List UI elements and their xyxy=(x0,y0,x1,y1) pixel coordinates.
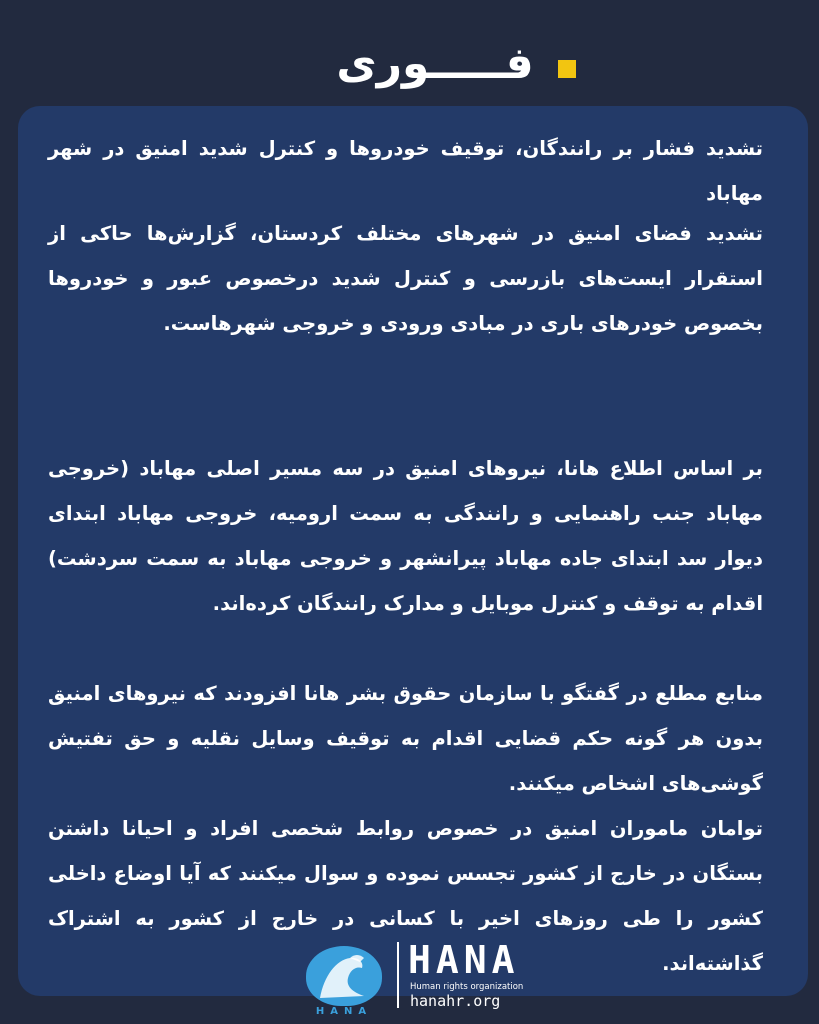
article-paragraph-1: تشدید فضای امنیق در شهرهای مختلف کردستان، گزارش‌ها حاکی از استقرار ایست‌های بازرسی و کنترل شدید درخصوص عبور و خودروها بخصوص خودرهای باری در مبادی ورودی و خروجی شهرهاست. xyxy=(48,222,763,335)
divider xyxy=(397,942,399,1008)
article-headline: تشدید فشار بر رانندگان، توقیف خودروها و کنترل شدید امنیق در شهر مهاباد xyxy=(48,137,763,205)
brand-name: HANA xyxy=(408,938,520,982)
accent-square-icon xyxy=(558,60,576,78)
brand-url: hanahr.org xyxy=(410,992,501,1010)
brand-subtitle: Human rights organization xyxy=(410,982,524,992)
article-paragraph-3: منابع مطلع در گفتگو با سازمان حقوق بشر هانا افزودند که نیروهای امنیق بدون هر گونه حکم قضایی اقدام به توقیف وسایل نقلیه و حق تفتیش گوشی‌های اشخاص میکنند. xyxy=(48,682,763,795)
article-card xyxy=(18,106,808,996)
page-title: فـــــوری xyxy=(336,38,534,89)
article-paragraph-4: توامان ماموران امنیق در خصوص روابط شخصی افراد و احیانا داشتن بستگان در خارج از کشور تجسس نموده و سوال میکنند که آیا اوضاع داخلی کشور را طی روزهای اخیر با کسانی در خارج از کشور به اشتراک گذاشته‌اند. xyxy=(48,817,763,975)
article-paragraph-2: بر اساس اطلاع هانا، نیروهای امنیق در سه مسیر اصلی مهاباد (خروجی مهاباد جنب راهنمایی و رانندگی به سمت ارومیه، خروجی مهاباد ابتدای دیوار سد ابتدای جاده مهاباد پیرانشهر و خروجی مهاباد به سمت سردشت) اقدام به توقف و کنترل موبایل و مدارک رانندگان کرده‌اند. xyxy=(48,457,763,615)
header xyxy=(0,32,819,102)
footer-branding xyxy=(300,936,530,1024)
logo-caption: HANA xyxy=(315,1006,373,1017)
hana-dove-logo-icon xyxy=(306,946,382,1006)
